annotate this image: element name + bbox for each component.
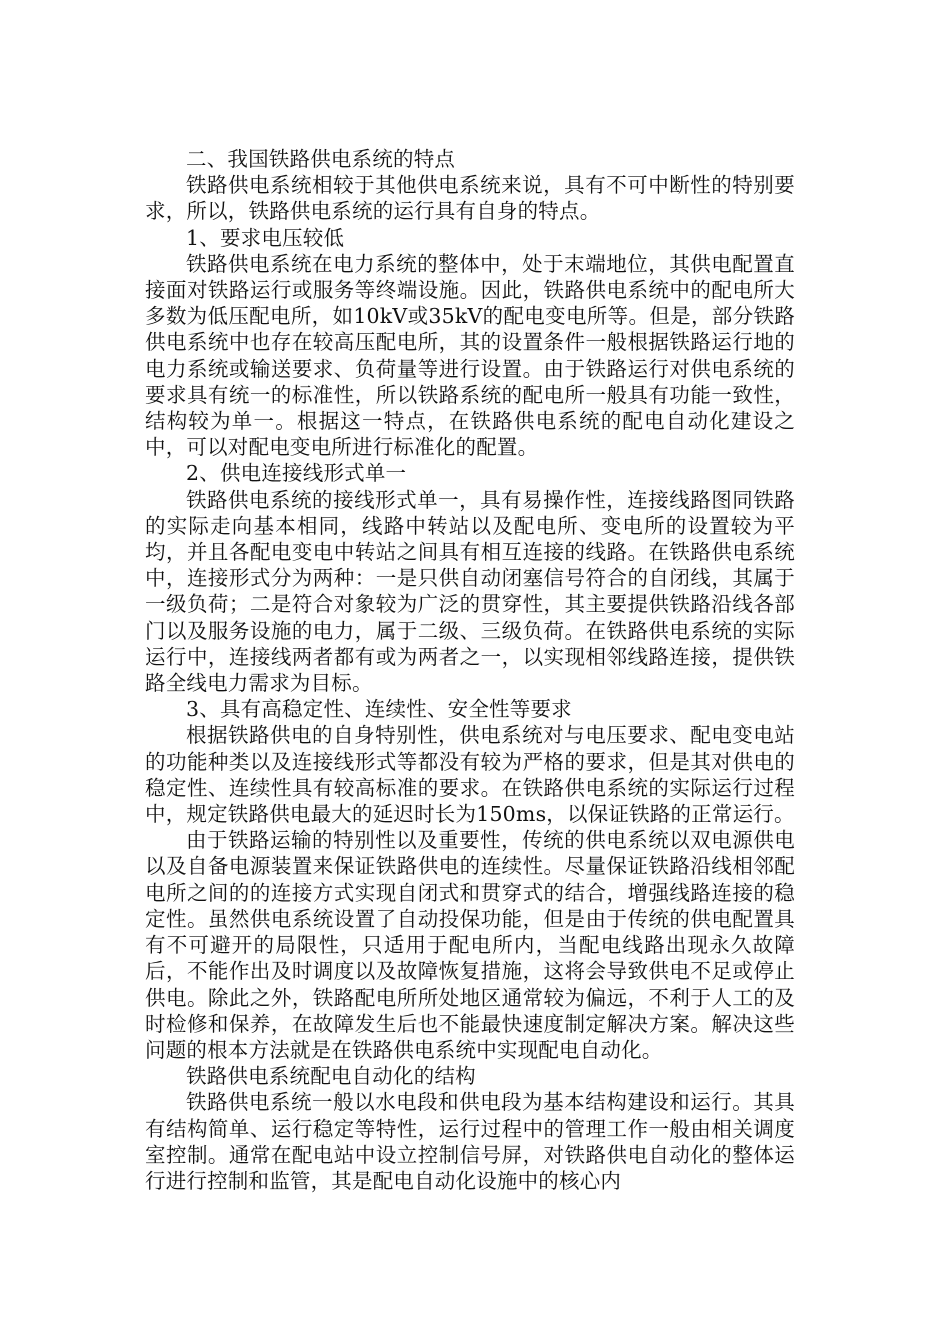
- subheading-3: 3、具有高稳定性、连续性、安全性等要求: [186, 697, 572, 722]
- paragraph-2: 铁路供电系统的接线形式单一，具有易操作性，连接线路图同铁路的实际走向基本相同，线路中转站以及配电所、变电所的设置较为平均，并且各配电变电中转站之间具有相互连接的线路。在铁路供电系统中，连接形式分为两种：一是只供自动闭塞信号符合的自闭线，其属于一级负荷；二是符合对象较为广泛的贯穿性，其主要提供铁路沿线各部门以及服务设施的电力，属于二级、三级负荷。在铁路供电系统的实际运行中，连接线两者都有或为两者之一，以实现相邻线路连接，提供铁路全线电力需求为目标。: [145, 487, 795, 696]
- paragraph-1: 铁路供电系统在电力系统的整体中，处于末端地位，其供电配置直接面对铁路运行或服务等终端设施。因此，铁路供电系统中的配电所大多数为低压配电所，如10kV或35kV的配电变电所等。但是，部分铁路供电系统中也存在较高压配电所，其的设置条件一般根据铁路运行地的电力系统或输送要求、负荷量等进行设置。由于铁路运行对供电系统的要求具有统一的标准性，所以铁路系统的配电所一般具有功能一致性，结构较为单一。根据这一特点，在铁路供电系统的配电自动化建设之中，可以对配电变电所进行标准化的配置。: [145, 251, 795, 460]
- section-title: 二、我国铁路供电系统的特点: [186, 147, 456, 171]
- intro-paragraph: 铁路供电系统相较于其他供电系统来说，具有不可中断性的特别要求，所以，铁路供电系统的运行具有自身的特点。: [145, 173, 795, 224]
- paragraph-5: 铁路供电系统一般以水电段和供电段为基本结构建设和运行。其具有结构简单、运行稳定等特性，运行过程中的管理工作一般由相关调度室控制。通常在配电站中设立控制信号屏，对铁路供电自动化的整体运行进行控制和监管，其是配电自动化设施中的核心内: [145, 1090, 795, 1193]
- paragraph-4: 由于铁路运输的特别性以及重要性，传统的供电系统以双电源供电以及自备电源装置来保证铁路供电的连续性。尽量保证铁路沿线相邻配电所之间的的连接方式实现自闭式和贯穿式的结合，增强线路连接的稳定性。虽然供电系统设置了自动投保功能，但是由于传统的供电配置具有不可避开的局限性，只适用于配电所内，当配电线路出现永久故障后，不能作出及时调度以及故障恢复措施，这将会导致供电不足或停止供电。除此之外，铁路配电所所处地区通常较为偏远，不利于人工的及时检修和保养，在故障发生后也不能最快速度制定解决方案。解决这些问题的根本方法就是在铁路供电系统中实现配电自动化。: [145, 828, 795, 1062]
- subheading-2: 2、供电连接线形式单一: [186, 461, 407, 486]
- document-body: [145, 146, 795, 1194]
- paragraph-3: 根据铁路供电的自身特别性，供电系统对与电压要求、配电变电站的功能种类以及连接线形式等都没有较为严格的要求，但是其对供电的稳定性、连续性具有较高标准的要求。在铁路供电系统的实际运行过程中，规定铁路供电最大的延迟时长为150ms，以保证铁路的正常运行。: [145, 723, 795, 827]
- subheading-1: 1、要求电压较低: [186, 225, 345, 250]
- subheading-4: 铁路供电系统配电自动化的结构: [186, 1064, 476, 1089]
